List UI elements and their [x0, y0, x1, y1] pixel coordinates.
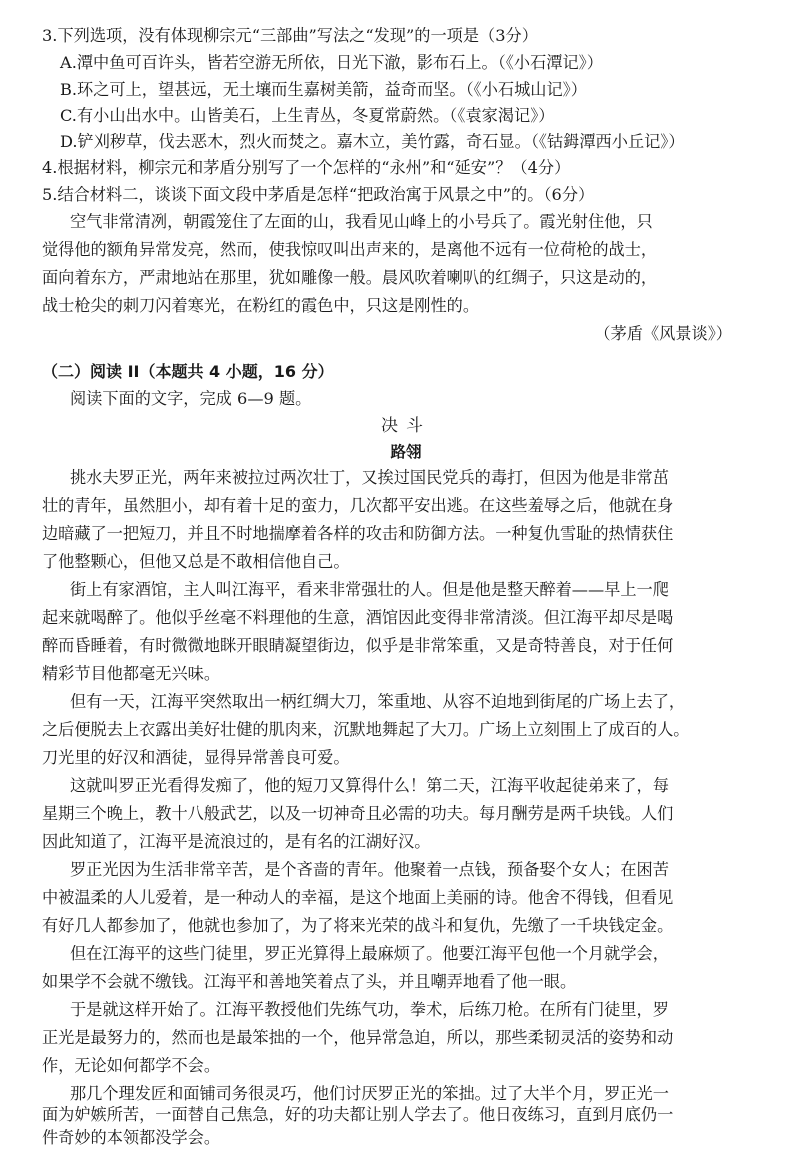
story-line: 醉而昏睡着，有时微微地眯开眼睛凝望街边，似乎是非常笨重，又是奇特善良，对于任何 [42, 636, 674, 655]
story-line: 壮的青年，虽然胆小，却有着十足的蛮力，几次都平安出逃。在这些羞辱之后，他就在身 [42, 496, 674, 515]
option-a: A.潭中鱼可百许头，皆若空游无所依，日光下澈，影布石上。（《小石潭记》） [60, 53, 603, 72]
story-line: 这就叫罗正光看得发痴了，他的短刀又算得什么！第二天，江海平收起徒弟来了，每 [70, 776, 669, 795]
option-d: D.铲刈秽草，伐去恶木，烈火而焚之。嘉木立，美竹露，奇石显。（《钴鉧潭西小丘记》） [60, 132, 685, 151]
question-3: 3.下列选项，没有体现柳宗元“三部曲”写法之“发现”的一项是（3分） [42, 26, 538, 45]
story-line: 了他整颗心，但他又总是不敢相信他自己。 [42, 552, 350, 571]
story-line: 罗正光因为生活非常辛苦，是个吝啬的青年。他聚着一点钱，预备娶个女人；在困苦 [70, 860, 669, 879]
story-line: 作，无论如何都学不会。 [42, 1056, 221, 1075]
story-line: 边暗藏了一把短刀，并且不时地揣摩着各样的攻击和防御方法。一种复仇雪耻的热情获住 [42, 524, 674, 543]
story-title: 决斗 [381, 416, 431, 436]
story-line: 如果学不会就不缴钱。江海平和善地笑着点了头，并且嘲弄地看了他一眼。 [42, 972, 577, 991]
question-4: 4.根据材料，柳宗元和茅盾分别写了一个怎样的“永州”和“延安”？（4分） [42, 158, 571, 177]
option-b: B.环之可上，望甚远，无土壤而生嘉树美箭，益奇而坚。（《小石城山记》） [60, 80, 587, 99]
story-line: 但在江海平的这些门徒里，罗正光算得上最麻烦了。他要江海平包他一个月就学会， [70, 944, 669, 963]
excerpt-line: 空气非常清冽，朝霞笼住了左面的山，我看见山峰上的小号兵了。霞光射住他，只 [70, 212, 653, 231]
story-line: 面为妒嫉所苦，一面替自己焦急，好的功夫都让别人学去了。他日夜练习，直到月底仍一 [42, 1105, 674, 1124]
story-line: 因此知道了，江海平是流浪过的，是有名的江湖好汉。 [42, 832, 431, 851]
story-line: 但有一天，江海平突然取出一柄红绸大刀，笨重地、从容不迫地到街尾的广场上去了， [70, 692, 686, 711]
story-line: 件奇妙的本领都没学会。 [42, 1128, 221, 1147]
story-line: 刀光里的好汉和酒徒，显得异常善良可爱。 [42, 748, 350, 767]
story-line: 于是就这样开始了。江海平教授他们先练气功，拳术，后练刀枪。在所有门徒里，罗 [70, 1000, 669, 1019]
option-c: C.有小山出水中。山皆美石，上生青丛，冬夏常蔚然。（《袁家渴记》） [60, 106, 555, 125]
excerpt-source: （茅盾《风景谈》） [594, 324, 732, 343]
story-line: 起来就喝醉了。他似乎丝毫不料理他的生意，酒馆因此变得非常清淡。但江海平却尽是喝 [42, 608, 674, 627]
story-line: 街上有家酒馆，主人叫江海平，看来非常强壮的人。但是他是整天醉着——早上一爬 [70, 580, 669, 599]
story-author: 路翎 [390, 442, 422, 461]
story-line: 星期三个晚上，教十八般武艺，以及一切神奇且必需的功夫。每月酬劳是两千块钱。人们 [42, 804, 674, 823]
story-line: 挑水夫罗正光，两年来被拉过两次壮丁，又挨过国民党兵的毒打，但因为他是非常茁 [70, 468, 669, 487]
excerpt-line: 面向着东方，严肃地站在那里，犹如雕像一般。晨风吹着喇叭的红绸子，只这是动的， [42, 268, 658, 287]
story-line: 精彩节目他都毫无兴味。 [42, 664, 221, 683]
story-line: 中被温柔的人儿爱着，是一种动人的幸福，是这个地面上美丽的诗。他舍不得钱，但看见 [42, 888, 674, 907]
question-5: 5.结合材料二，谈谈下面文段中茅盾是怎样“把政治寓于风景之中”的。（6分） [42, 185, 595, 204]
story-line: 正光是最努力的，然而也是最笨拙的一个，他异常急迫，所以，那些柔韧灵活的姿势和动 [42, 1028, 674, 1047]
story-line: 之后便脱去上衣露出美好壮健的肌肉来，沉默地舞起了大刀。广场上立刻围上了成百的人。 [42, 720, 690, 739]
excerpt-line: 觉得他的额角异常发亮，然而，使我惊叹叫出声来的，是离他不远有一位荷枪的战士， [42, 240, 658, 259]
story-line: 那几个理发匠和面铺司务很灵巧，他们讨厌罗正光的笨拙。过了大半个月，罗正光一 [70, 1084, 669, 1103]
story-line: 有好几人都参加了，他就也参加了，为了将来光荣的战斗和复仇，先缴了一千块钱定金。 [42, 916, 674, 935]
section-instruction: 阅读下面的文字，完成 6—9 题。 [70, 389, 312, 408]
section-heading: （二）阅读 II（本题共 4 小题，16 分） [42, 362, 334, 381]
excerpt-line: 战士枪尖的刺刀闪着寒光，在粉红的霞色中，只这是刚性的。 [42, 296, 480, 315]
